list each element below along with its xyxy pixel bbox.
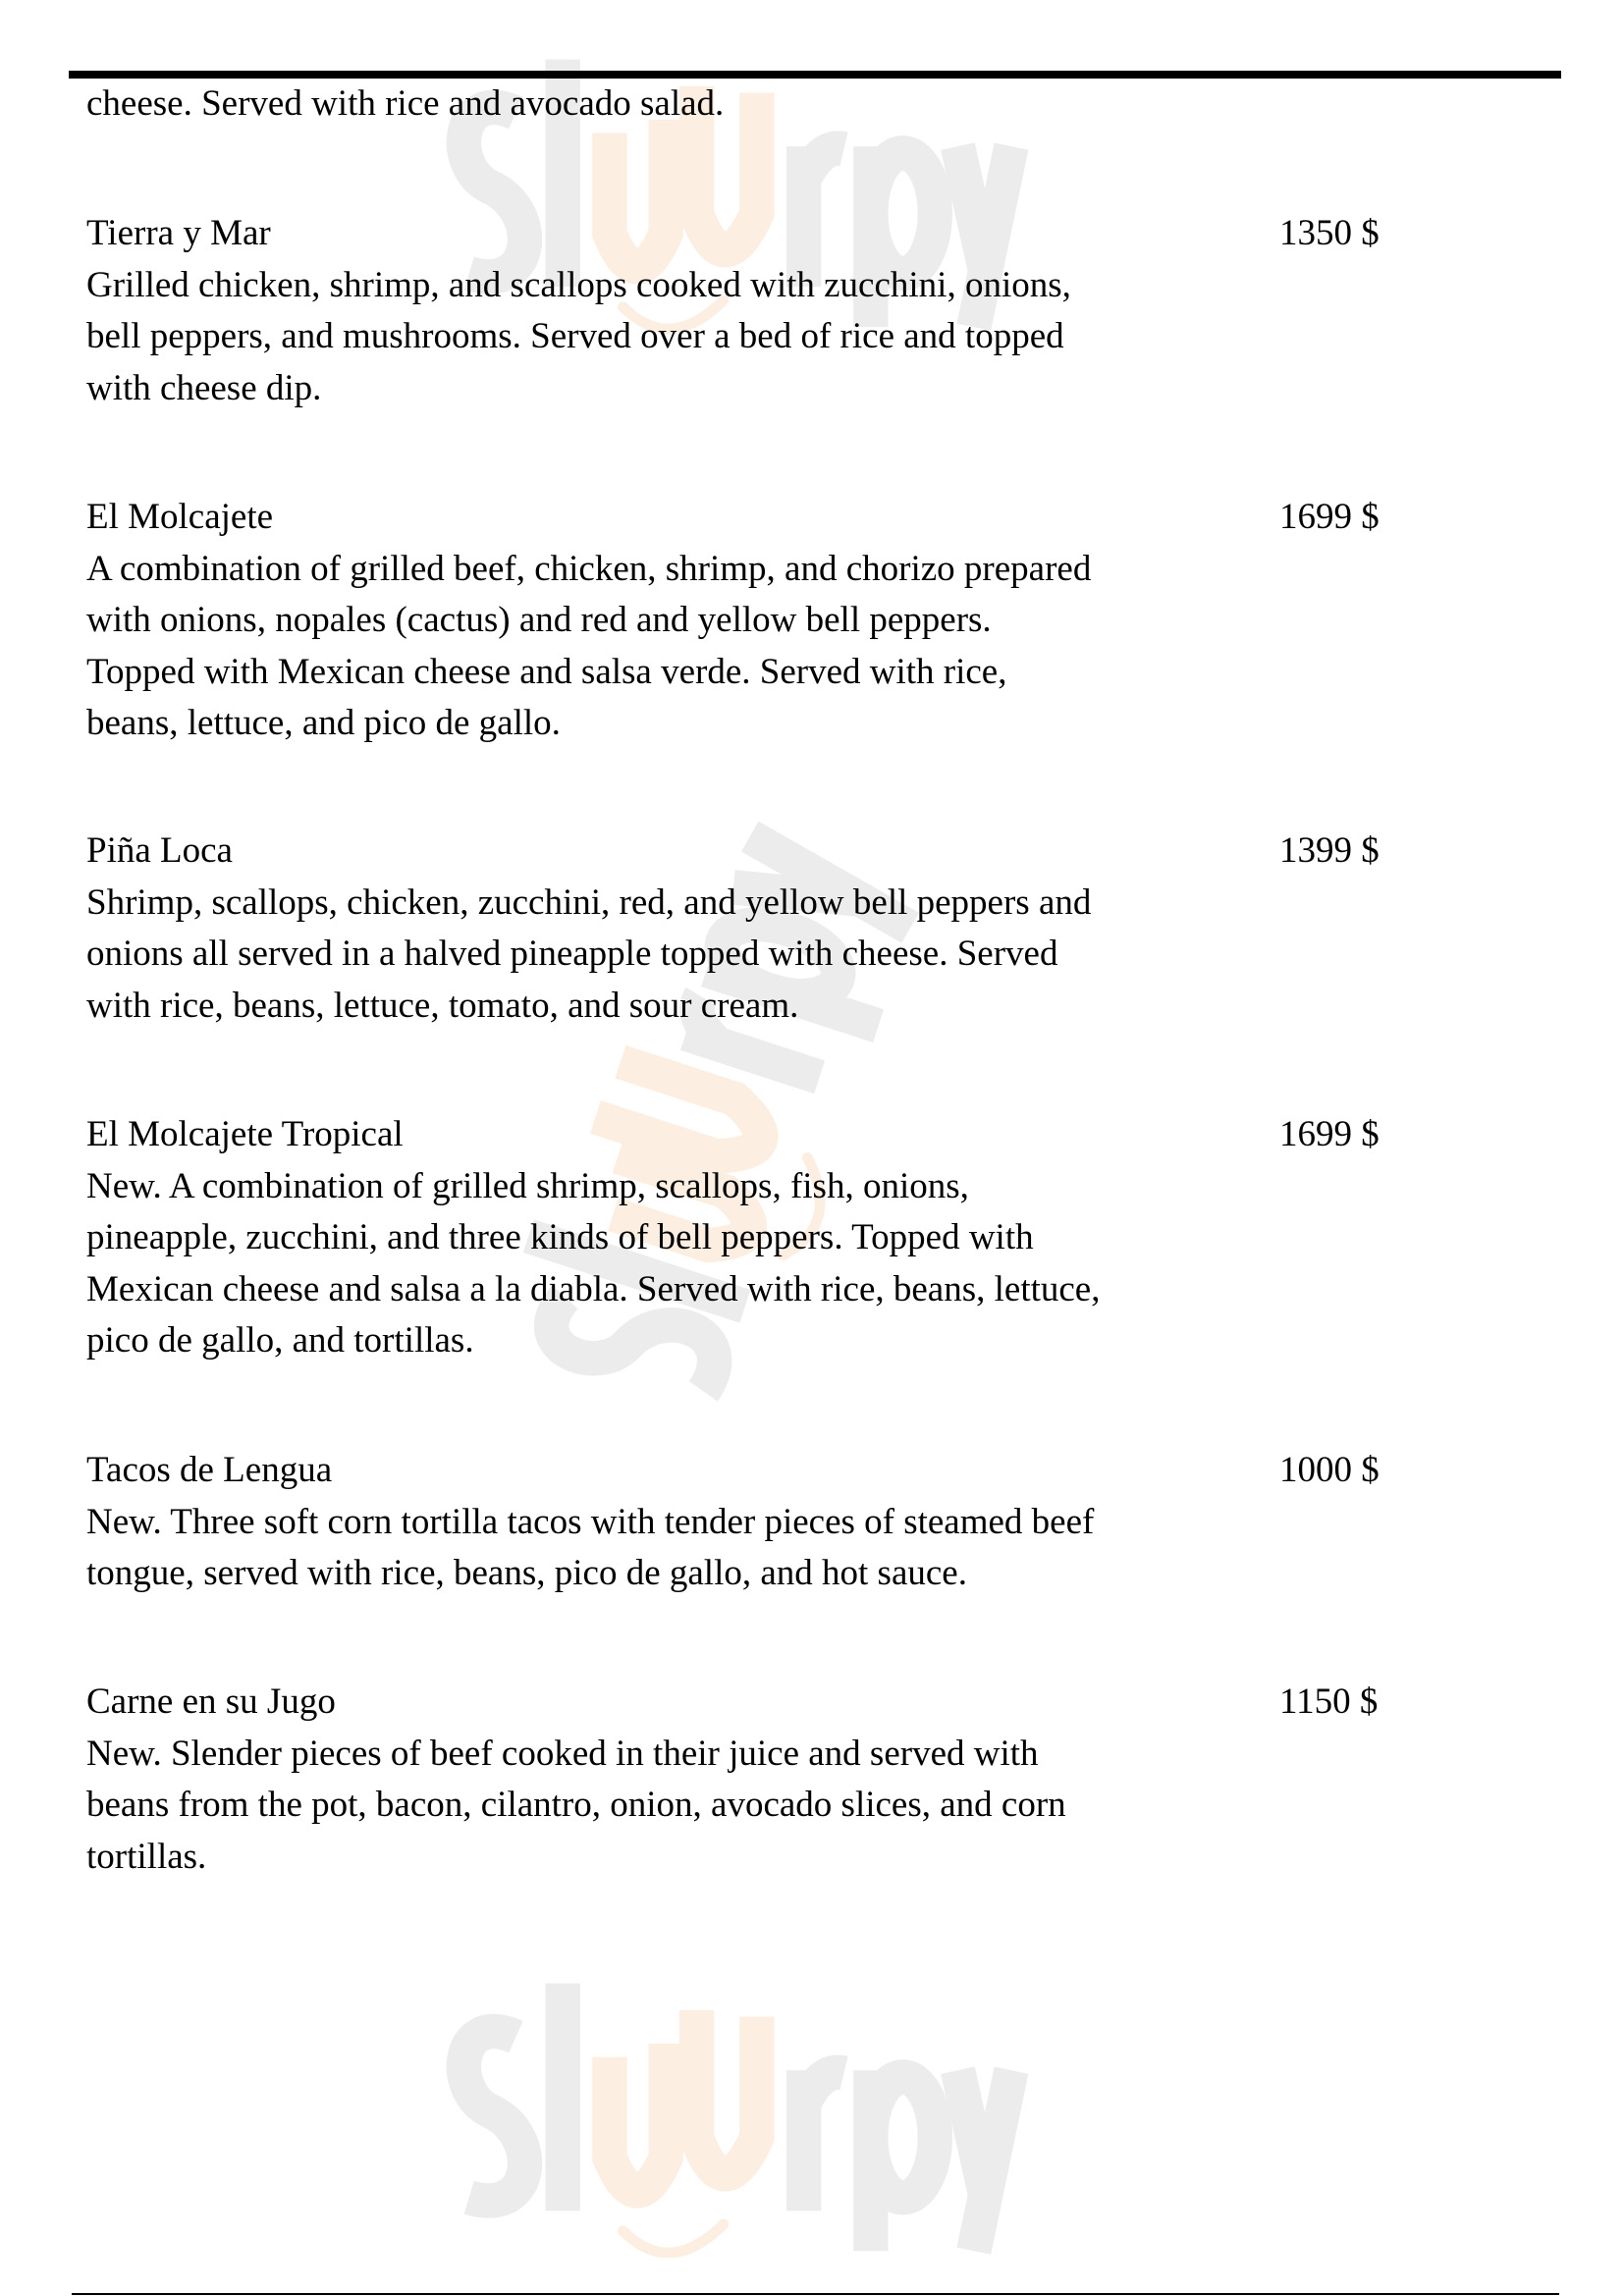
item-name: Tierra y Mar — [86, 213, 271, 253]
description-line: Shrimp, scallops, chicken, zucchini, red, and yellow bell peppers and — [86, 881, 1092, 923]
description-line: with onions, nopales (cactus) and red and yellow bell peppers. — [86, 600, 992, 640]
menu-item — [86, 1677, 1265, 1883]
description-line: with rice, beans, lettuce, tomato, and sour cream. — [86, 985, 799, 1026]
continued-description — [86, 79, 1265, 131]
description-line: onions all served in a halved pineapple topped with cheese. Served — [86, 934, 1058, 974]
menu-item — [86, 1109, 1265, 1367]
menu-item — [86, 1445, 1265, 1600]
top-divider — [69, 71, 1561, 79]
description-line: New. A combination of grilled shrimp, scallops, fish, onions, — [86, 1165, 969, 1206]
item-name: El Molcajete — [86, 497, 274, 537]
description-line: Grilled chicken, shrimp, and scallops cooked with zucchini, onions, — [86, 264, 1071, 305]
description-line: A combination of grilled beef, chicken, shrimp, and chorizo prepared — [86, 548, 1092, 589]
description-line: tortillas. — [86, 1836, 207, 1877]
description-line: with cheese dip. — [86, 367, 322, 408]
menu-item — [86, 208, 1265, 414]
description-line: Mexican cheese and salsa a la diabla. Served with rice, beans, lettuce, — [86, 1268, 1101, 1309]
description-line: pico de gallo, and tortillas. — [86, 1320, 474, 1361]
item-name: Piña Loca — [86, 830, 233, 871]
item-price: 1350 $ — [1279, 213, 1380, 253]
item-price: 1000 $ — [1279, 1450, 1380, 1490]
description-line: bell peppers, and mushrooms. Served over a bed of rice and topped — [86, 316, 1064, 356]
menu-item — [86, 826, 1265, 1032]
description-line: New. Three soft corn tortilla tacos with tender pieces of steamed beef — [86, 1501, 1095, 1542]
description-line: beans, lettuce, and pico de gallo. — [86, 703, 561, 743]
item-price: 1699 $ — [1279, 497, 1380, 537]
description-line: beans from the pot, bacon, cilantro, onion, avocado slices, and corn — [86, 1785, 1066, 1825]
description-line: Topped with Mexican cheese and salsa verde. Served with rice, — [86, 651, 1007, 692]
item-name: Tacos de Lengua — [86, 1450, 333, 1490]
watermark-logo — [393, 1963, 1041, 2258]
description-line: New. Slender pieces of beef cooked in their juice and served with — [86, 1733, 1039, 1774]
description-line: pineapple, zucchini, and three kinds of bell peppers. Topped with — [86, 1217, 1034, 1257]
item-price: 1399 $ — [1279, 830, 1380, 871]
item-price: 1150 $ — [1279, 1682, 1379, 1722]
menu-item — [86, 492, 1265, 750]
item-name: Carne en su Jugo — [86, 1682, 336, 1722]
item-price: 1699 $ — [1279, 1114, 1380, 1154]
bottom-divider — [72, 2293, 1559, 2295]
description-line: cheese. Served with rice and avocado salad. — [86, 83, 725, 124]
description-line: tongue, served with rice, beans, pico de gallo, and hot sauce. — [86, 1553, 967, 1593]
watermark-letters — [463, 1983, 1011, 2253]
item-name: El Molcajete Tropical — [86, 1114, 404, 1154]
